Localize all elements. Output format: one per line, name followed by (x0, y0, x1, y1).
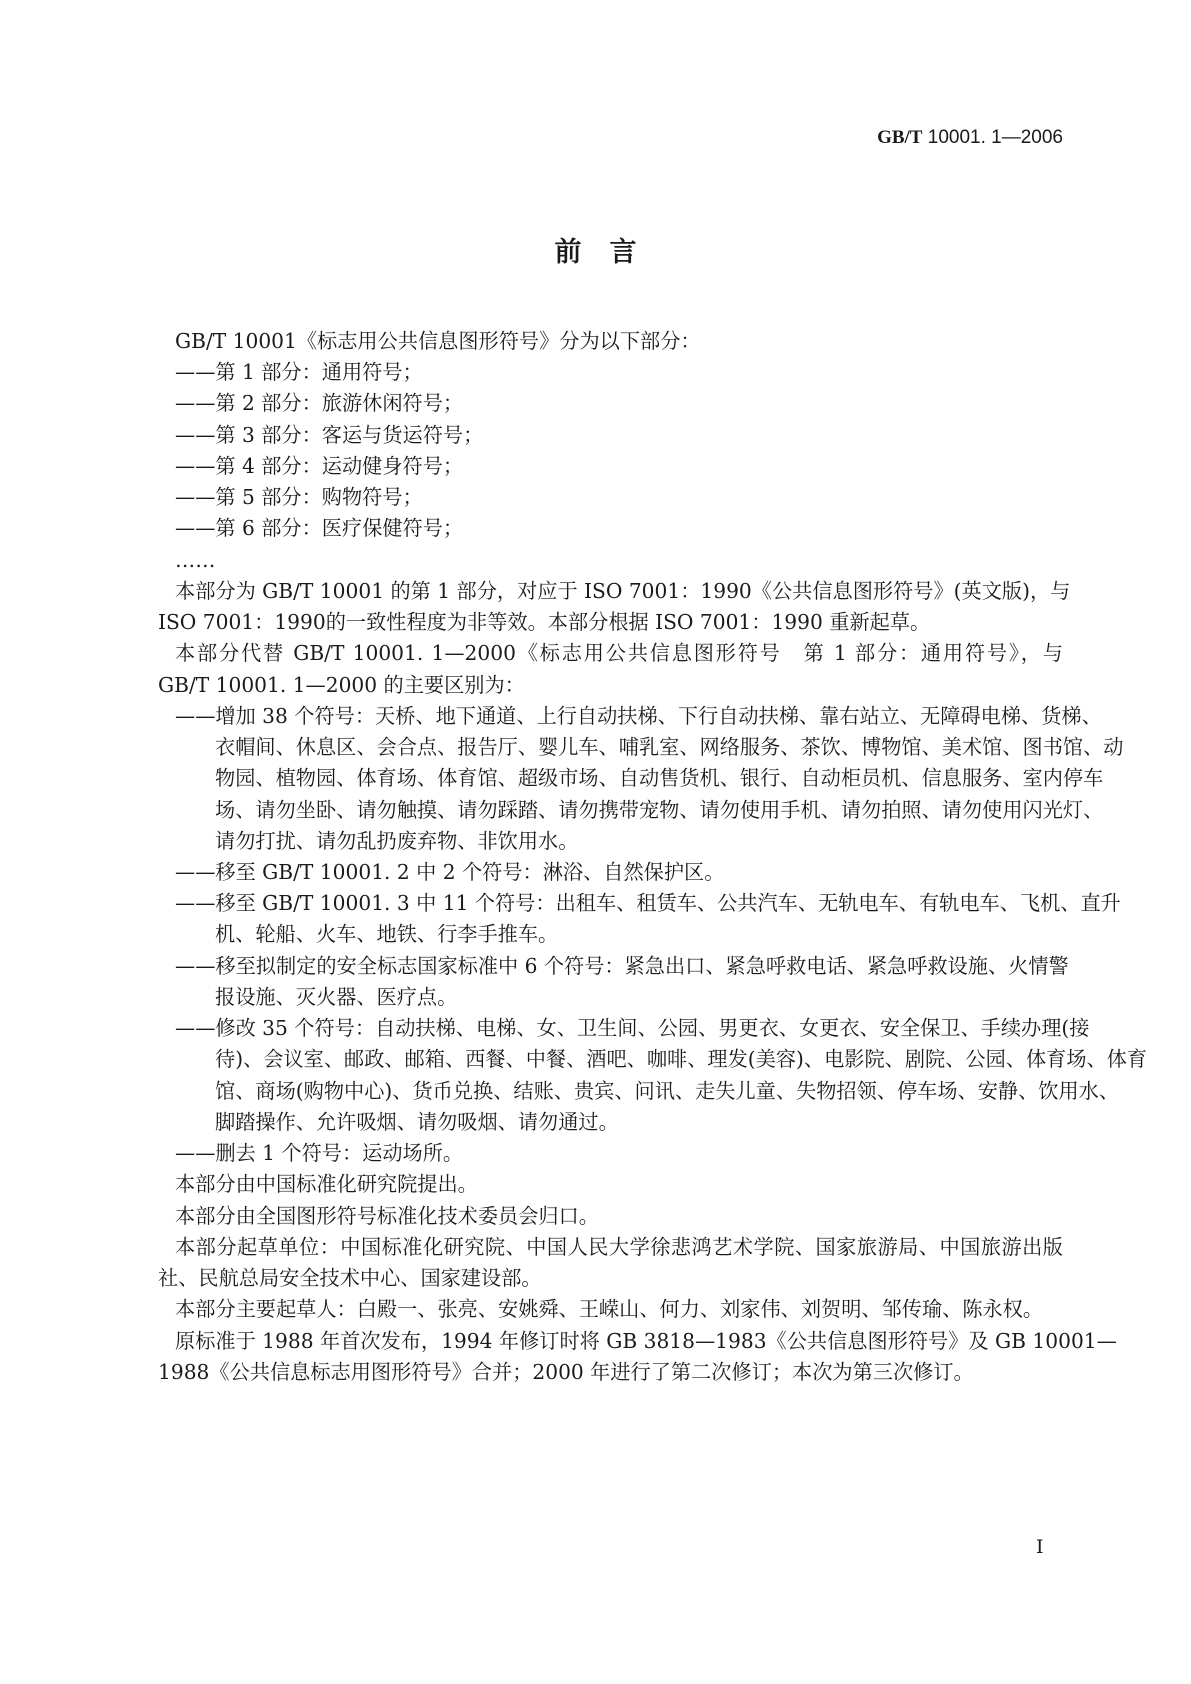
paragraph (158, 1326, 1117, 1388)
text-line: GB/T 10001. 1—2000 的主要区别为： (158, 672, 525, 697)
text-line: 衣帽间、休息区、会合点、报告厅、婴儿车、哺乳室、网络服务、茶饮、博物馆、美术馆、图书馆、动 (215, 735, 1124, 760)
text-line: 机、轮船、火车、地铁、行李手推车。 (215, 922, 559, 947)
text-line: …… (175, 547, 216, 572)
text-line: 1988《公共信息标志用图形符号》合并；2000 年进行了第二次修订；本次为第三次修订。 (158, 1359, 974, 1384)
text-line: ——移至 GB/T 10001. 2 中 2 个符号：淋浴、自然保护区。 (175, 859, 725, 884)
paragraph (158, 1232, 1063, 1294)
dash-list-item (158, 357, 1063, 388)
text-line: 物园、植物园、体育场、体育馆、超级市场、自动售货机、银行、自动柜员机、信息服务、室内停车 (215, 766, 1104, 791)
dash-list-item (158, 1138, 1063, 1169)
text-line: 馆、商场(购物中心)、货币兑换、结账、贵宾、问讯、走失儿童、失物招领、停车场、安静、饮用水、 (215, 1078, 1120, 1103)
text-line: 原标准于 1988 年首次发布，1994 年修订时将 GB 3818—1983《公共信息图形符号》及 GB 10001— (175, 1328, 1117, 1353)
text-line: ——第 1 部分：通用符号； (175, 360, 423, 385)
dash-list-item (158, 951, 1069, 1013)
text-line: 请勿打扰、请勿乱扔废弃物、非饮用水。 (215, 828, 579, 853)
paragraph (158, 1294, 1063, 1325)
paragraph (158, 545, 1063, 576)
text-line: 报设施、灭火器、医疗点。 (215, 984, 458, 1009)
text-line: ——第 5 部分：购物符号； (175, 485, 423, 510)
dash-list-item (158, 701, 1124, 857)
dash-list-item (158, 388, 1063, 419)
paragraph (158, 638, 1063, 700)
text-line: ——修改 35 个符号：自动扶梯、电梯、女、卫生间、公园、男更衣、女更衣、安全保卫、手续办理(接 (175, 1016, 1090, 1041)
paragraph (158, 326, 1063, 357)
text-line: ——增加 38 个符号：天桥、地下通道、上行自动扶梯、下行自动扶梯、靠右站立、无障碍电梯、货梯、 (175, 703, 1102, 728)
dash-list-item (158, 513, 1063, 544)
text-line: GB/T 10001《标志用公共信息图形符号》分为以下部分： (175, 329, 701, 353)
text-line: ——删去 1 个符号：运动场所。 (175, 1141, 464, 1166)
dash-list-item (158, 482, 1063, 513)
text-line: 本部分由全国图形符号标准化技术委员会归口。 (175, 1203, 599, 1228)
dash-list-item (158, 857, 1063, 888)
paragraph (158, 1169, 1063, 1200)
page-number: I (1036, 1536, 1044, 1558)
foreword-body (158, 326, 1148, 1388)
dash-list-item (158, 888, 1121, 950)
text-line: 本部分起草单位：中国标准化研究院、中国人民大学徐悲鸿艺术学院、国家旅游局、中国旅游出版 (175, 1234, 1063, 1259)
dash-list-item (158, 420, 1063, 451)
text-line: 场、请勿坐卧、请勿触摸、请勿踩踏、请勿携带宠物、请勿使用手机、请勿拍照、请勿使用闪光灯、 (215, 797, 1104, 822)
standard-code-number: 10001. 1—2006 (922, 127, 1063, 148)
text-line: ——第 3 部分：客运与货运符号； (175, 422, 484, 447)
text-line: ISO 7001：1990的一致性程度为非等效。本部分根据 ISO 7001：1990 重新起草。 (158, 610, 931, 635)
text-line: 社、民航总局安全技术中心、国家建设部。 (158, 1266, 542, 1291)
text-line: 本部分代替 GB/T 10001. 1—2000《标志用公共信息图形符号 第 1 部分：通用符号》，与 (175, 641, 1063, 666)
dash-list-item (158, 1013, 1148, 1138)
standard-code-prefix: GB/T (877, 127, 923, 148)
text-line: ——第 4 部分：运动健身符号； (175, 453, 464, 478)
text-line: ——移至拟制定的安全标志国家标准中 6 个符号：紧急出口、紧急呼救电话、紧急呼救设施、火情警 (175, 953, 1069, 978)
text-line: 待)、会议室、邮政、邮箱、西餐、中餐、酒吧、咖啡、理发(美容)、电影院、剧院、公园、体育场、体育 (215, 1047, 1148, 1072)
standard-code-header (877, 126, 1063, 149)
text-line: ——移至 GB/T 10001. 3 中 11 个符号：出租车、租赁车、公共汽车、无轨电车、有轨电车、飞机、直升 (175, 891, 1121, 916)
text-line: 本部分为 GB/T 10001 的第 1 部分，对应于 ISO 7001：1990《公共信息图形符号》(英文版)，与 (175, 578, 1071, 603)
text-line: ——第 6 部分：医疗保健符号； (175, 516, 464, 541)
text-line: 本部分主要起草人：白殿一、张亮、安姚舜、王嵘山、何力、刘家伟、刘贺明、邹传瑜、陈永权。 (175, 1297, 1044, 1322)
paragraph (158, 576, 1071, 638)
dash-list-item (158, 451, 1063, 482)
text-line: 脚踏操作、允许吸烟、请勿吸烟、请勿通过。 (215, 1109, 619, 1134)
page-title: 前言 (554, 237, 665, 268)
text-line: 本部分由中国标准化研究院提出。 (175, 1172, 478, 1197)
paragraph (158, 1201, 1063, 1232)
text-line: ——第 2 部分：旅游休闲符号； (175, 391, 464, 416)
